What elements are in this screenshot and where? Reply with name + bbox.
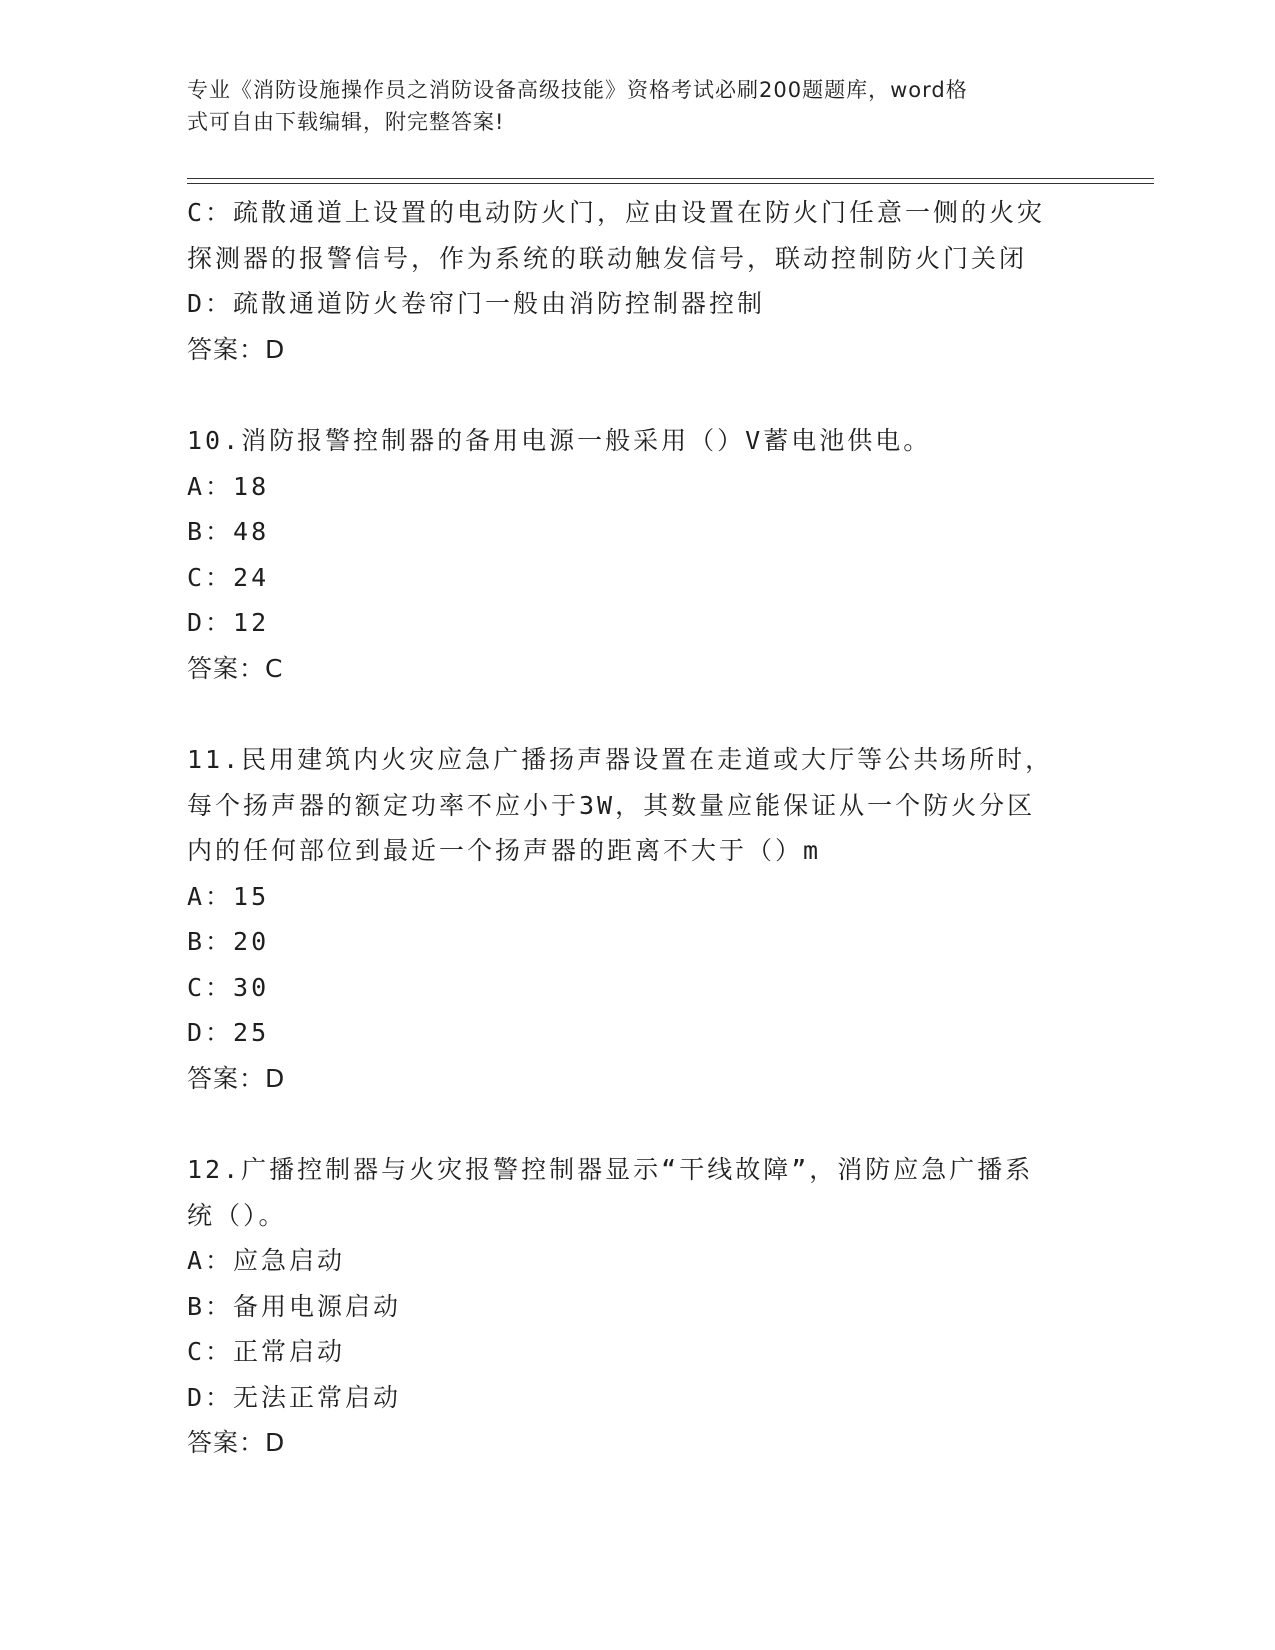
- answer-line: 答案：C: [187, 653, 284, 683]
- option-d: D：25: [187, 1018, 270, 1047]
- option-c: C：疏散通道上设置的电动防火门，应由设置在防火门任意一侧的火灾: [187, 198, 1046, 227]
- option-d: D：无法正常启动: [187, 1382, 402, 1412]
- header-line-2: 式可自由下载编辑，附完整答案!: [187, 110, 505, 134]
- question-block-12: [187, 1147, 1087, 1466]
- option-b: B：48: [187, 517, 270, 546]
- option-a: A：应急启动: [187, 1246, 346, 1275]
- question-stem: 11.民用建筑内火灾应急广播扬声器设置在走道或大厅等公共场所时，: [187, 745, 1054, 774]
- question-list: [187, 190, 1087, 1466]
- option-d: D：疏散通道防火卷帘门一般由消防控制器控制: [187, 289, 766, 318]
- option-d: D：12: [187, 608, 270, 637]
- spacer: [187, 1101, 1087, 1147]
- question-stem-continued: 统（）。: [187, 1200, 287, 1230]
- question-stem-continued: 每个扬声器的额定功率不应小于3W，其数量应能保证从一个防火分区: [187, 790, 1036, 820]
- answer-line: 答案：D: [187, 1063, 286, 1093]
- question-block-previous: [187, 190, 1087, 372]
- option-c: C：24: [187, 562, 270, 592]
- question-block-11: [187, 737, 1087, 1101]
- header-divider-top: [187, 178, 1154, 179]
- question-stem: 12.广播控制器与火灾报警控制器显示“干线故障”，消防应急广播系: [187, 1155, 1034, 1184]
- option-b: B：备用电源启动: [187, 1291, 402, 1321]
- header-line-1: 专业《消防设施操作员之消防设备高级技能》资格考试必刷200题题库，word格: [187, 78, 968, 102]
- question-stem-continued: 内的任何部位到最近一个扬声器的距离不大于（）m: [187, 836, 822, 865]
- answer-line: 答案：D: [187, 1428, 286, 1457]
- option-c-continued: 探测器的报警信号，作为系统的联动触发信号，联动控制防火门关闭: [187, 243, 1028, 273]
- question-block-10: [187, 418, 1087, 691]
- header-divider-bottom: [187, 183, 1154, 184]
- answer-line: 答案：D: [187, 334, 286, 364]
- option-a: A：15: [187, 881, 270, 911]
- option-c: C：30: [187, 972, 270, 1002]
- option-c: C：正常启动: [187, 1337, 346, 1366]
- question-stem: 10.消防报警控制器的备用电源一般采用（）V蓄电池供电。: [187, 426, 932, 455]
- spacer: [187, 691, 1087, 737]
- option-a: A：18: [187, 471, 270, 501]
- option-b: B：20: [187, 927, 270, 956]
- spacer: [187, 372, 1087, 418]
- document-header: [187, 74, 1067, 138]
